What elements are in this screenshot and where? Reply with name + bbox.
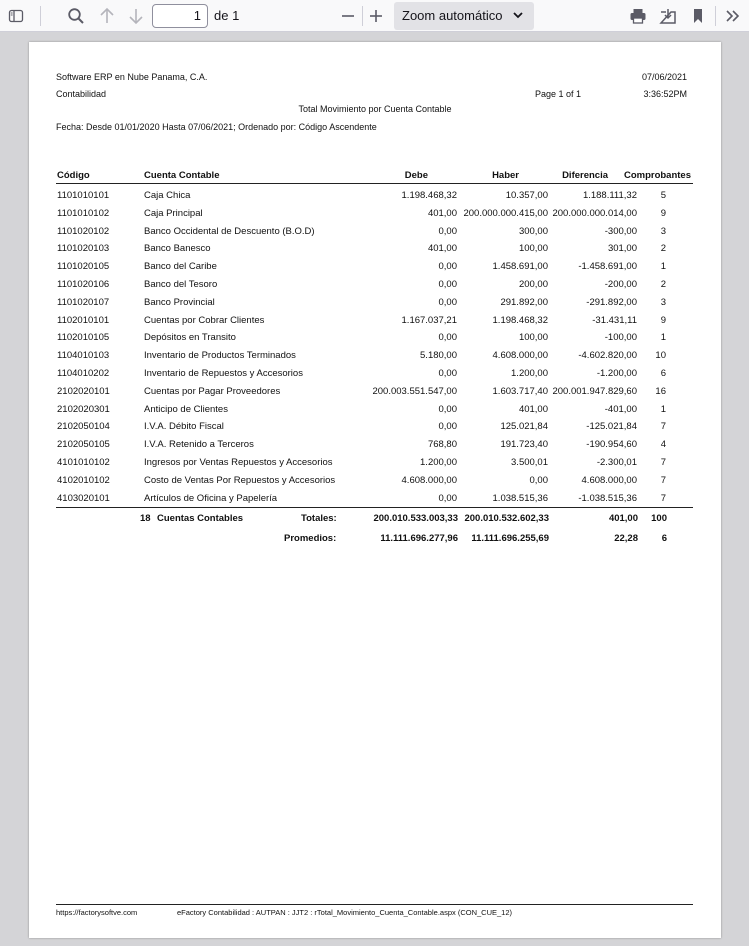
cell-haber: 1.038.515,36: [492, 492, 548, 504]
cell-debe: 1.198.468,32: [401, 190, 457, 201]
totals-comprobantes: 100: [651, 513, 667, 524]
cell-haber: 200.000.000.415,00: [463, 207, 548, 219]
cell-account-name: Cuentas por Pagar Proveedores: [144, 385, 281, 397]
cell-account-name: Inventario de Repuestos y Accesorios: [144, 367, 303, 379]
cell-debe: 0,00: [438, 261, 457, 273]
cell-diferencia: 301,00: [607, 243, 637, 255]
accounts-count-label: Cuentas Contables: [157, 513, 244, 524]
cell-comprobantes: 10: [655, 350, 666, 362]
cell-diferencia: -1.458.691,00: [578, 261, 637, 273]
cell-diferencia: -291.892,00: [586, 296, 637, 308]
averages-label: Promedios:: [284, 533, 337, 544]
cell-haber: 1.603.717,40: [492, 385, 548, 397]
table-row: [56, 312, 693, 330]
cell-debe: 0,00: [438, 403, 457, 415]
cell-diferencia: -4.602.820,00: [578, 350, 637, 362]
cell-account-name: Banco Banesco: [144, 243, 211, 255]
page-count-label: de 1: [214, 8, 240, 23]
table-row: [56, 294, 693, 312]
search-icon[interactable]: [64, 4, 88, 28]
cell-code: 1104010103: [57, 350, 110, 362]
report-time: 3:36:52PM: [643, 89, 687, 99]
cell-code: 2102050104: [57, 421, 110, 433]
cell-account-name: Banco del Tesoro: [144, 278, 218, 290]
table-row: [56, 187, 693, 205]
cell-code: 2102020301: [57, 403, 110, 415]
cell-debe: 768,80: [427, 439, 457, 451]
cell-debe: 401,00: [427, 243, 457, 255]
table-row: [56, 347, 693, 365]
cell-comprobantes: 4: [660, 439, 666, 451]
cell-comprobantes: 2: [660, 278, 666, 290]
cell-code: 1101020105: [57, 261, 110, 273]
zoom-out-icon[interactable]: [336, 4, 360, 28]
cell-account-name: Costo de Ventas Por Repuestos y Accesorios: [144, 474, 336, 486]
cell-debe: 0,00: [438, 421, 457, 433]
page-indicator: Page 1 of 1: [535, 89, 582, 99]
cell-account-name: Caja Chica: [144, 190, 191, 201]
cell-haber: 401,00: [518, 403, 548, 415]
sidebar-toggle-icon[interactable]: [4, 4, 28, 28]
averages-haber: 11.111.696.255,69: [471, 533, 549, 544]
next-page-icon[interactable]: [124, 4, 148, 28]
footer-info: eFactory Contabilidad : AUTPAN : JJT2 : rTotal_Movimiento_Cuenta_Contable.aspx (CON_CUE_12): [177, 908, 513, 917]
cell-account-name: Anticipo de Clientes: [144, 403, 228, 415]
cell-code: 4102010102: [57, 474, 110, 486]
table-row: [56, 472, 693, 490]
table-row: [56, 436, 693, 454]
previous-page-icon[interactable]: [95, 4, 119, 28]
cell-haber: 4.608.000,00: [492, 350, 548, 362]
table-row: [56, 240, 693, 258]
cell-account-name: Ingresos por Ventas Repuestos y Accesorios: [144, 456, 333, 468]
cell-diferencia: -190.954,60: [586, 439, 637, 451]
column-header-debe: Debe: [404, 170, 428, 181]
cell-code: 1101020102: [57, 225, 110, 237]
cell-comprobantes: 1: [660, 403, 666, 415]
cell-haber: 0,00: [529, 474, 548, 486]
table-row: [56, 383, 693, 401]
cell-haber: 100,00: [518, 243, 548, 255]
accounts-count: 18: [140, 513, 151, 524]
more-tools-icon[interactable]: [721, 4, 745, 28]
cell-diferencia: -401,00: [604, 403, 637, 415]
cell-account-name: Caja Principal: [144, 207, 203, 219]
cell-code: 1101010101: [57, 190, 110, 201]
cell-haber: 291.892,00: [500, 296, 548, 308]
toolbar-separator: [40, 6, 41, 26]
table-row: [56, 365, 693, 383]
cell-debe: 4.608.000,00: [401, 474, 457, 486]
cell-diferencia: -2.300,01: [596, 456, 637, 468]
toolbar-separator: [715, 6, 716, 26]
cell-code: 1102010105: [57, 332, 110, 344]
table-row: [56, 276, 693, 294]
cell-debe: 1.167.037,21: [401, 314, 457, 326]
pdf-viewer[interactable]: [0, 32, 749, 946]
cell-diferencia: -200,00: [604, 278, 637, 290]
cell-comprobantes: 7: [660, 492, 666, 504]
cell-diferencia: -1.038.515,36: [578, 492, 637, 504]
cell-debe: 0,00: [438, 332, 457, 344]
cell-haber: 10.357,00: [505, 190, 548, 201]
cell-account-name: Cuentas por Cobrar Clientes: [144, 314, 265, 326]
cell-debe: 0,00: [438, 367, 457, 379]
report-date: 07/06/2021: [641, 72, 687, 82]
cell-comprobantes: 5: [660, 190, 666, 201]
cell-debe: 0,00: [438, 492, 457, 504]
cell-code: 1104010202: [57, 367, 110, 379]
table-row: [56, 329, 693, 347]
column-header-haber: Haber: [492, 170, 519, 181]
column-header-code: Código: [57, 170, 90, 181]
cell-debe: 5.180,00: [420, 350, 457, 362]
cell-debe: 0,00: [438, 278, 457, 290]
cell-diferencia: -300,00: [604, 225, 637, 237]
report-title: Total Movimiento por Cuenta Contable: [298, 104, 452, 114]
cell-diferencia: -31.431,11: [592, 314, 637, 326]
cell-comprobantes: 16: [655, 385, 666, 397]
cell-code: 2102050105: [57, 439, 110, 451]
footer-url: https://factorysoftve.com: [56, 908, 138, 917]
cell-comprobantes: 7: [660, 421, 666, 433]
cell-haber: 191.723,40: [500, 439, 548, 451]
bookmark-icon[interactable]: [686, 4, 710, 28]
column-header-diferencia: Diferencia: [562, 170, 608, 181]
report-table-body: [56, 187, 693, 507]
cell-code: 1101020106: [57, 278, 110, 290]
table-row: [56, 401, 693, 419]
zoom-in-icon[interactable]: [364, 4, 388, 28]
cell-debe: 0,00: [438, 296, 457, 308]
cell-account-name: I.V.A. Débito Fiscal: [144, 421, 224, 433]
cell-diferencia: -100,00: [604, 332, 637, 344]
pdf-page: [29, 42, 721, 938]
cell-comprobantes: 6: [660, 367, 666, 379]
totals-debe: 200.010.533.003,33: [373, 513, 458, 524]
pdf-toolbar: [0, 0, 749, 32]
cell-haber: 200,00: [518, 278, 548, 290]
cell-comprobantes: 3: [660, 225, 666, 237]
table-row: [56, 205, 693, 223]
table-row: [56, 418, 693, 436]
cell-code: 1102010101: [57, 314, 110, 326]
table-row: [56, 258, 693, 276]
toolbar-separator: [362, 6, 363, 26]
totals-haber: 200.010.532.602,33: [464, 513, 549, 524]
cell-comprobantes: 9: [660, 207, 666, 219]
cell-haber: 1.458.691,00: [492, 261, 548, 273]
print-icon[interactable]: [626, 4, 650, 28]
table-row: [56, 454, 693, 472]
averages-comprobantes: 6: [661, 533, 667, 544]
cell-account-name: Inventario de Productos Terminados: [144, 350, 296, 362]
cell-debe: 1.200,00: [420, 456, 457, 468]
cell-haber: 125.021,84: [500, 421, 548, 433]
cell-comprobantes: 3: [660, 296, 666, 308]
column-header-name: Cuenta Contable: [144, 170, 220, 181]
cell-comprobantes: 2: [660, 243, 666, 255]
cell-comprobantes: 7: [660, 474, 666, 486]
table-row: [56, 223, 693, 241]
totals-label: Totales:: [301, 513, 337, 524]
cell-account-name: I.V.A. Retenido a Terceros: [144, 439, 254, 451]
cell-debe: 200.003.551.547,00: [372, 385, 457, 397]
cell-code: 4103020101: [57, 492, 110, 504]
totals-diferencia: 401,00: [608, 513, 638, 524]
cell-diferencia: -125.021,84: [586, 421, 637, 433]
cell-haber: 300,00: [518, 225, 548, 237]
cell-code: 1101020103: [57, 243, 110, 255]
save-icon[interactable]: [656, 4, 680, 28]
zoom-select[interactable]: [394, 2, 534, 30]
cell-account-name: Depósitos en Transito: [144, 332, 236, 344]
cell-account-name: Banco Occidental de Descuento (B.O.D): [144, 225, 315, 237]
cell-account-name: Banco del Caribe: [144, 261, 217, 273]
zoom-select-label: Zoom automático: [402, 8, 503, 23]
cell-comprobantes: 1: [660, 261, 666, 273]
table-row: [56, 490, 693, 508]
cell-diferencia: 1.188.111,32: [582, 190, 637, 201]
cell-code: 1101010102: [57, 207, 110, 219]
cell-comprobantes: 1: [660, 332, 666, 344]
averages-debe: 11.111.696.277,96: [380, 533, 458, 544]
cell-account-name: Banco Provincial: [144, 296, 215, 308]
footer-rule: [56, 904, 693, 905]
cell-comprobantes: 9: [660, 314, 666, 326]
cell-diferencia: 200.000.000.014,00: [552, 207, 637, 219]
totals-rule: [56, 507, 693, 508]
cell-account-name: Artículos de Oficina y Papelería: [144, 492, 278, 504]
cell-diferencia: -1.200,00: [596, 367, 637, 379]
report-filter: Fecha: Desde 01/01/2020 Hasta 07/06/2021; Ordenado por: Código Ascendente: [56, 122, 377, 132]
header-rule: [56, 183, 693, 184]
cell-diferencia: 4.608.000,00: [581, 474, 637, 486]
averages-diferencia: 22,28: [614, 533, 638, 544]
cell-debe: 401,00: [427, 207, 457, 219]
cell-diferencia: 200.001.947.829,60: [552, 385, 637, 397]
cell-debe: 0,00: [438, 225, 457, 237]
cell-comprobantes: 7: [660, 456, 666, 468]
cell-haber: 100,00: [518, 332, 548, 344]
company-name: Software ERP en Nube Panama, C.A.: [56, 72, 208, 82]
cell-code: 4101010102: [57, 456, 110, 468]
cell-code: 1101020107: [57, 296, 110, 308]
column-header-comprobantes: Comprobantes: [623, 170, 691, 181]
page-number-input[interactable]: 1: [152, 4, 208, 28]
cell-haber: 1.198.468,32: [492, 314, 548, 326]
module-name: Contabilidad: [56, 89, 107, 99]
cell-haber: 3.500,01: [511, 456, 548, 468]
cell-code: 2102020101: [57, 385, 110, 397]
cell-haber: 1.200,00: [511, 367, 548, 379]
